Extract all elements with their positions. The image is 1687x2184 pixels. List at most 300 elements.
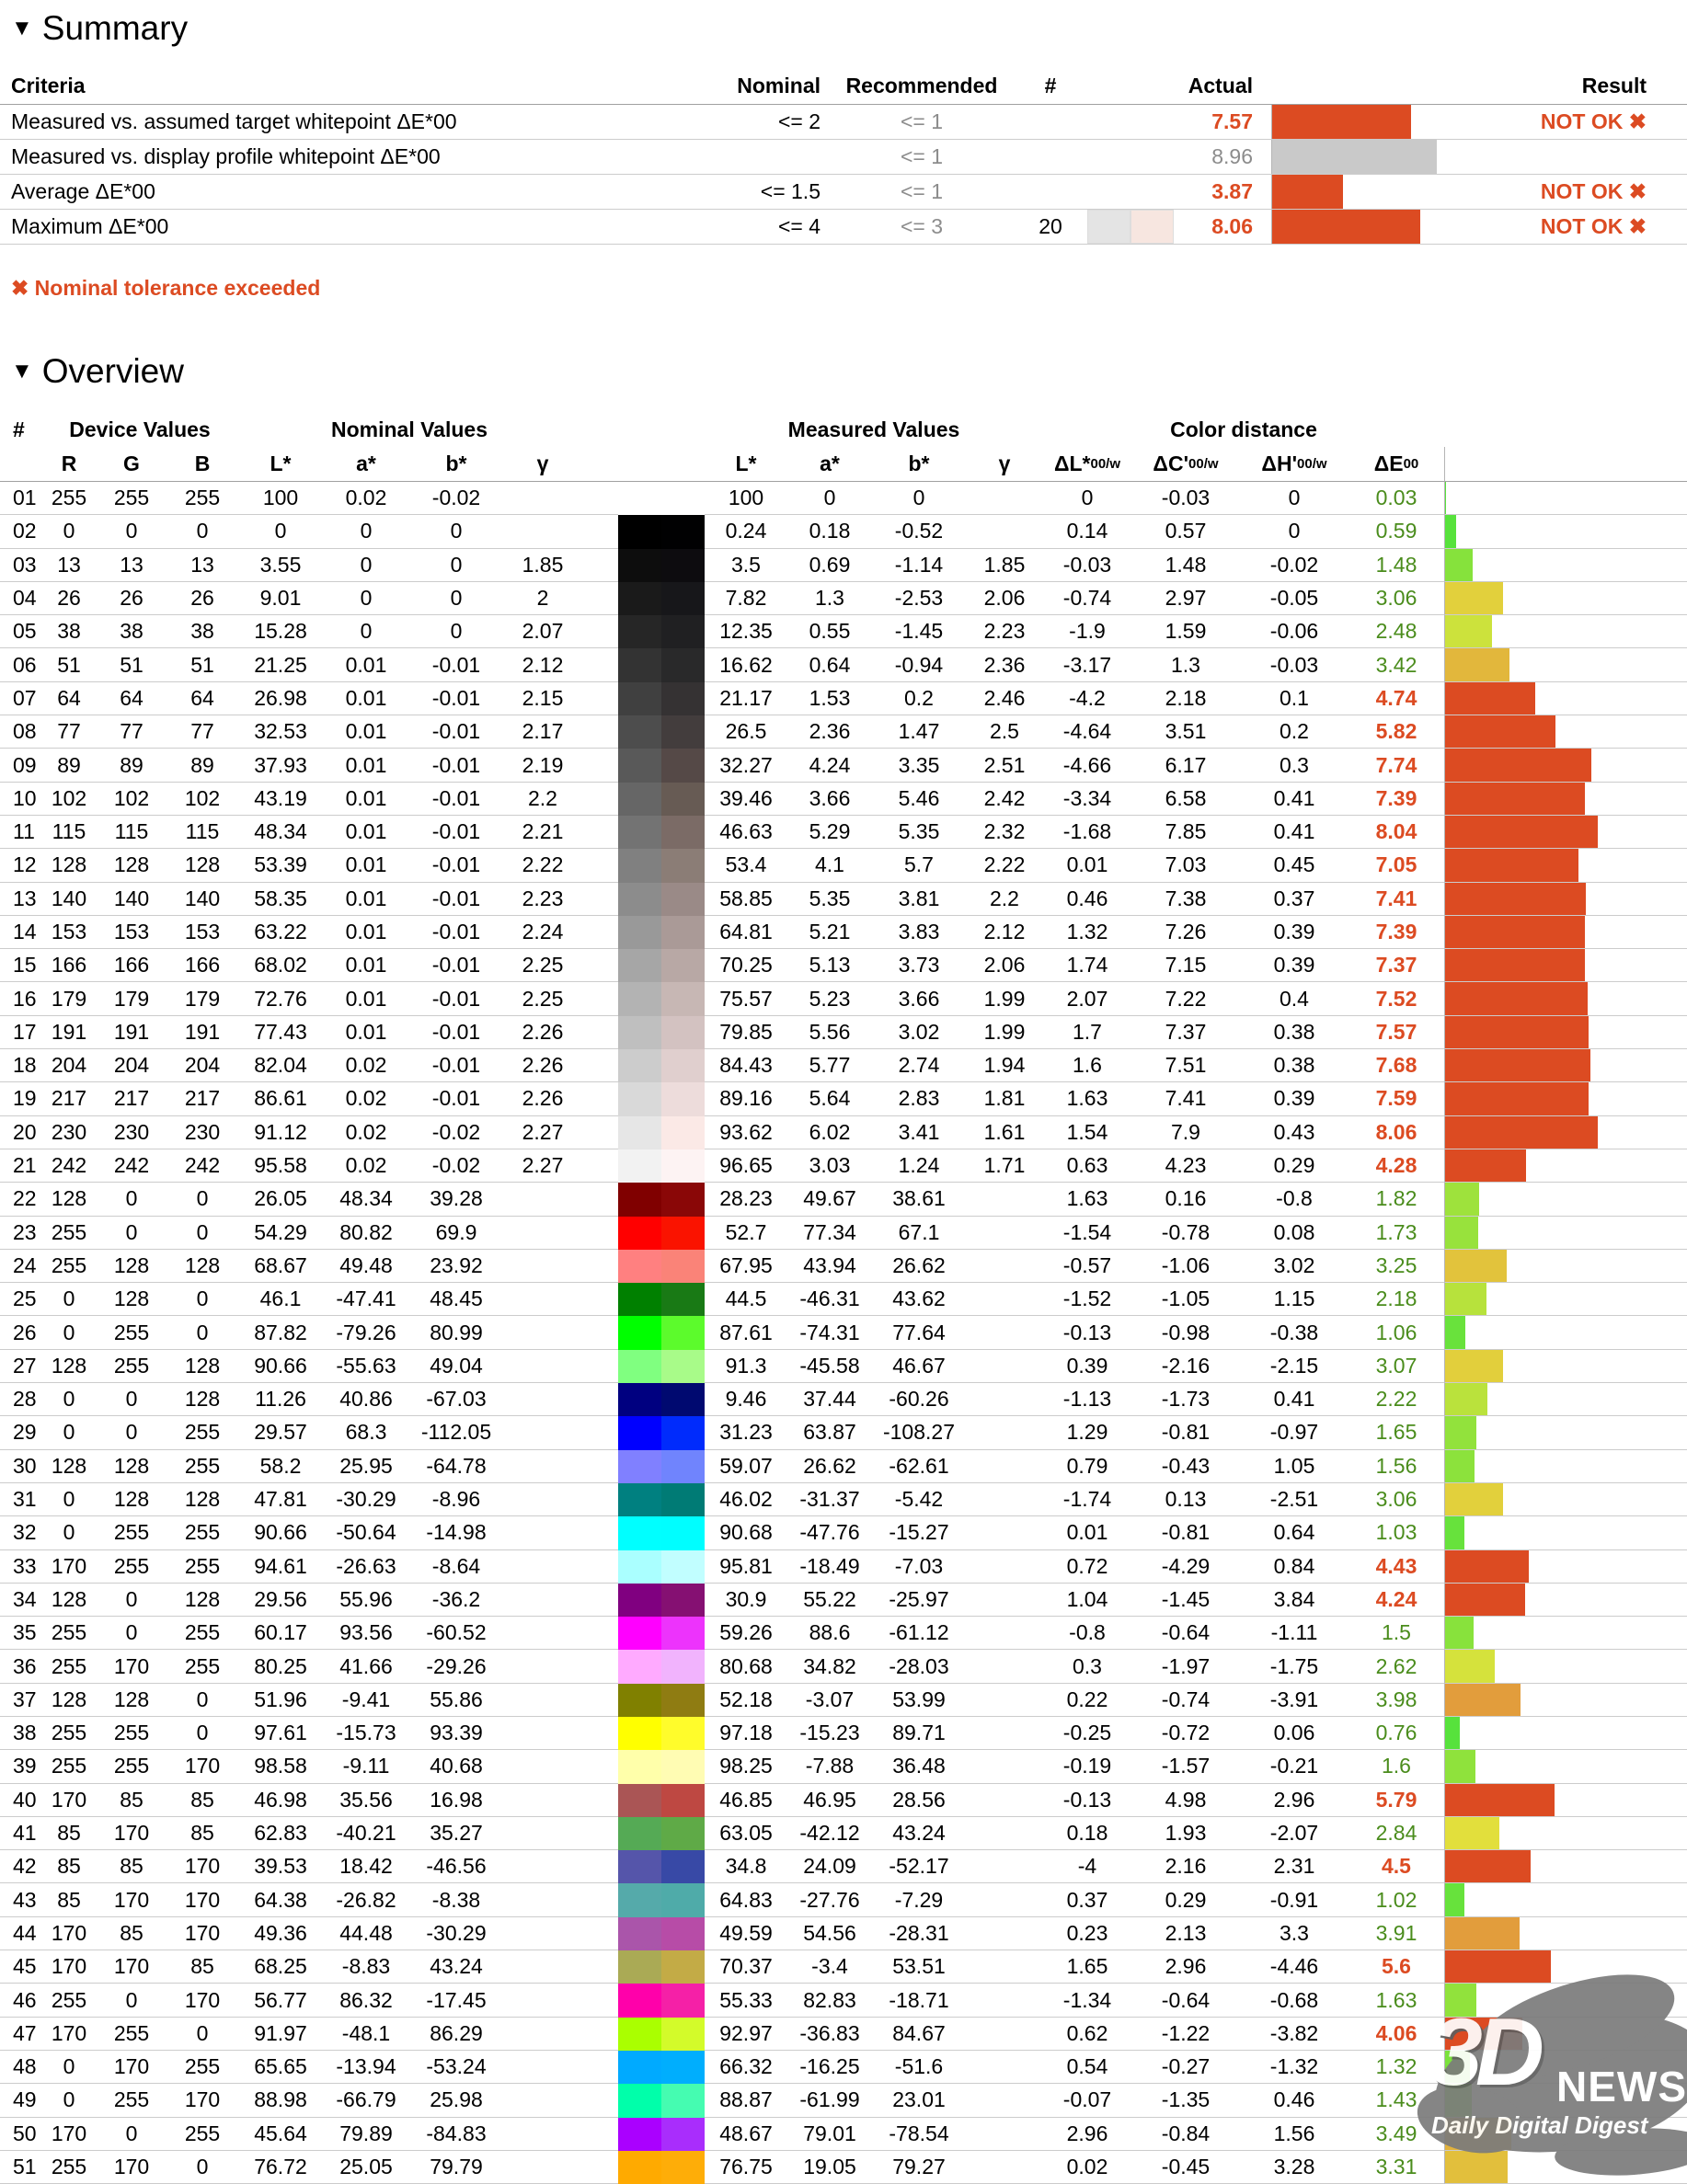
measured-swatch <box>661 615 705 648</box>
swatch-spacer <box>581 1016 618 1049</box>
color-swatch-pair <box>618 1650 705 1683</box>
device-b: 204 <box>167 1049 237 1082</box>
overview-group-bar-gap <box>1444 413 1687 447</box>
measured-lab-value: 7.82 <box>705 582 787 615</box>
distance-component-value: 0 <box>1240 515 1348 548</box>
measured-lab-value: 5.29 <box>787 816 872 849</box>
color-swatch-pair <box>618 515 705 548</box>
distance-component-value: 2.31 <box>1240 1850 1348 1883</box>
subheader-nominal-lab: b* <box>408 447 504 482</box>
distance-component-value: -0.03 <box>1043 549 1131 582</box>
nominal-lab-value: 0.01 <box>324 715 408 749</box>
swatch-spacer <box>581 1383 618 1416</box>
patch-index: 09 <box>0 749 42 782</box>
distance-component-value: 1.7 <box>1043 1016 1131 1049</box>
nominal-lab-value: 87.82 <box>237 1316 324 1349</box>
distance-component-value: 1.32 <box>1043 916 1131 949</box>
device-r: 128 <box>42 1350 96 1383</box>
measured-lab-value: -51.6 <box>872 2051 966 2084</box>
device-g: 140 <box>96 883 167 916</box>
measured-lab-value: 2.12 <box>966 916 1043 949</box>
device-b: 0 <box>167 1717 237 1750</box>
measured-swatch <box>661 1082 705 1115</box>
nominal-lab-value: 91.12 <box>237 1116 324 1149</box>
subheader-device-b: B <box>167 447 237 482</box>
nominal-swatch <box>618 2018 661 2051</box>
device-g: 77 <box>96 715 167 749</box>
patch-index: 30 <box>0 1450 42 1483</box>
site-watermark <box>1417 1977 1687 2170</box>
measured-lab-value: -7.88 <box>787 1750 872 1783</box>
measured-lab-value: 53.51 <box>872 1950 966 1984</box>
distance-component-value: -1.34 <box>1043 1984 1131 2017</box>
distance-component-value: 0.06 <box>1240 1717 1348 1750</box>
nominal-swatch <box>618 1450 661 1483</box>
patch-index: 39 <box>0 1750 42 1783</box>
summary-col-criteria: Criteria <box>11 74 86 97</box>
patch-index: 07 <box>0 682 42 715</box>
measured-lab-value: 1.94 <box>966 1049 1043 1082</box>
distance-component-value: 7.38 <box>1131 883 1240 916</box>
measured-lab-value: -25.97 <box>872 1584 966 1617</box>
nominal-lab-value: -0.01 <box>408 982 504 1015</box>
color-swatch-pair <box>618 1883 705 1916</box>
whitepoint-swatch-pair <box>1078 140 1179 174</box>
device-r: 0 <box>42 1283 96 1316</box>
nominal-lab-value: 55.96 <box>324 1584 408 1617</box>
measured-lab-value <box>966 1717 1043 1750</box>
delta-e-value: 1.48 <box>1348 549 1444 582</box>
device-g: 255 <box>96 1550 167 1584</box>
measured-lab-value: 6.02 <box>787 1116 872 1149</box>
swatch-spacer <box>581 1082 618 1115</box>
overview-row <box>0 582 1687 615</box>
delta-e-bar <box>1445 1917 1520 1950</box>
measured-lab-value: 89.71 <box>872 1717 966 1750</box>
actual-value: 7.57 <box>1211 109 1253 133</box>
measured-lab-value: -108.27 <box>872 1416 966 1449</box>
nominal-lab-value: -0.01 <box>408 682 504 715</box>
summary-header-row <box>0 68 1687 105</box>
swatch-spacer <box>581 1283 618 1316</box>
patch-index: 31 <box>0 1483 42 1516</box>
measured-lab-value: 43.62 <box>872 1283 966 1316</box>
measured-lab-value: 32.27 <box>705 749 787 782</box>
device-r: 128 <box>42 1584 96 1617</box>
distance-component-value: 0.18 <box>1043 1817 1131 1850</box>
subheader-swatch <box>618 447 705 482</box>
measured-lab-value <box>966 1316 1043 1349</box>
measured-lab-value: -7.03 <box>872 1550 966 1584</box>
delta-e-bar-cell <box>1444 1082 1687 1115</box>
distance-component-value: 1.65 <box>1043 1950 1131 1984</box>
swatch-spacer <box>581 1750 618 1783</box>
nominal-lab-value: -17.45 <box>408 1984 504 2017</box>
distance-component-value: 0.41 <box>1240 816 1348 849</box>
measured-lab-value: 96.65 <box>705 1149 787 1183</box>
color-swatch-pair <box>618 1116 705 1149</box>
measured-lab-value: 3.66 <box>872 982 966 1015</box>
nominal-swatch <box>618 982 661 1015</box>
distance-component-value: -0.02 <box>1240 549 1348 582</box>
patch-index: 18 <box>0 1049 42 1082</box>
color-swatch-pair <box>618 2051 705 2084</box>
swatch-spacer <box>581 2051 618 2084</box>
measured-lab-value: 66.32 <box>705 2051 787 2084</box>
measured-lab-value <box>966 2151 1043 2184</box>
measured-lab-value: 98.25 <box>705 1750 787 1783</box>
device-r: 0 <box>42 2051 96 2084</box>
delta-e-bar <box>1445 916 1585 948</box>
distance-component-value: 7.26 <box>1131 916 1240 949</box>
patch-index: 51 <box>0 2151 42 2184</box>
delta-e-bar <box>1445 549 1473 581</box>
distance-component-value: 0.39 <box>1240 949 1348 982</box>
measured-swatch <box>661 2084 705 2117</box>
measured-lab-value: 70.37 <box>705 1950 787 1984</box>
measured-lab-value: 70.25 <box>705 949 787 982</box>
device-b: 230 <box>167 1116 237 1149</box>
nominal-swatch <box>618 1116 661 1149</box>
distance-component-value: -1.9 <box>1043 615 1131 648</box>
overview-row <box>0 1550 1687 1584</box>
color-swatch-pair <box>618 783 705 816</box>
nominal-lab-value <box>504 482 581 515</box>
swatch-spacer <box>581 1850 618 1883</box>
measured-lab-value: 34.8 <box>705 1850 787 1883</box>
nominal-swatch <box>618 1850 661 1883</box>
delta-e-bar-cell <box>1444 482 1687 515</box>
swatch-spacer <box>581 1516 618 1549</box>
distance-component-value: 1.3 <box>1131 648 1240 681</box>
summary-row <box>0 105 1687 140</box>
measured-lab-value: 52.18 <box>705 1684 787 1717</box>
distance-component-value: -0.25 <box>1043 1717 1131 1750</box>
measured-lab-value: 79.01 <box>787 2118 872 2151</box>
device-r: 128 <box>42 849 96 882</box>
overview-section-toggle[interactable] <box>11 352 1687 391</box>
measured-lab-value: 21.17 <box>705 682 787 715</box>
distance-component-value: -0.38 <box>1240 1316 1348 1349</box>
nominal-lab-value: -8.38 <box>408 1883 504 1916</box>
color-swatch-pair <box>618 883 705 916</box>
distance-component-value: -4.2 <box>1043 682 1131 715</box>
distance-component-value: -2.51 <box>1240 1483 1348 1516</box>
device-g: 89 <box>96 749 167 782</box>
device-b: 85 <box>167 1817 237 1850</box>
delta-e-bar-cell <box>1444 1149 1687 1183</box>
swatch-spacer <box>581 2084 618 2117</box>
tolerance-footnote: ✖ Nominal tolerance exceeded <box>11 276 321 300</box>
nominal-swatch <box>618 648 661 681</box>
summary-row <box>0 140 1687 175</box>
delta-e-bar <box>1445 1717 1460 1749</box>
measured-lab-value: 1.81 <box>966 1082 1043 1115</box>
measured-lab-value: -16.25 <box>787 2051 872 2084</box>
measured-lab-value: 2.51 <box>966 749 1043 782</box>
distance-component-value: -0.43 <box>1131 1450 1240 1483</box>
measured-lab-value: 76.75 <box>705 2151 787 2184</box>
measured-lab-value: 36.48 <box>872 1750 966 1783</box>
measured-lab-value: 43.94 <box>787 1250 872 1283</box>
delta-e-bar-cell <box>1444 1516 1687 1549</box>
nominal-lab-value: 79.79 <box>408 2151 504 2184</box>
swatch-spacer <box>581 682 618 715</box>
device-b: 0 <box>167 1183 237 1216</box>
measured-lab-value: 55.22 <box>787 1584 872 1617</box>
measured-lab-value: 23.01 <box>872 2084 966 2117</box>
nominal-swatch <box>618 1550 661 1584</box>
measured-lab-value: 80.68 <box>705 1650 787 1683</box>
distance-component-value: -0.03 <box>1131 482 1240 515</box>
measured-lab-value: 77.64 <box>872 1316 966 1349</box>
nominal-lab-value <box>504 1817 581 1850</box>
measured-lab-value: 28.23 <box>705 1183 787 1216</box>
patch-index: 16 <box>0 982 42 1015</box>
nominal-lab-value: 49.04 <box>408 1350 504 1383</box>
overview-group-distance: Color distance <box>1170 417 1317 441</box>
delta-e-value: 1.56 <box>1348 1450 1444 1483</box>
nominal-lab-value: 68.25 <box>237 1950 324 1984</box>
delta-e-value: 3.25 <box>1348 1250 1444 1283</box>
nominal-swatch <box>618 783 661 816</box>
delta-e-value: 3.07 <box>1348 1350 1444 1383</box>
nominal-lab-value: 68.02 <box>237 949 324 982</box>
delta-e-bar <box>1445 1750 1475 1782</box>
measured-swatch <box>661 1383 705 1416</box>
device-g: 170 <box>96 2051 167 2084</box>
delta-e-bar <box>1445 1316 1465 1348</box>
patch-index: 12 <box>0 849 42 882</box>
delta-e-bar-cell <box>1444 1450 1687 1483</box>
nominal-lab-value: 48.34 <box>237 816 324 849</box>
overview-row <box>0 1149 1687 1183</box>
measured-swatch <box>661 1450 705 1483</box>
criteria-label: Measured vs. display profile whitepoint ΔE*00 <box>11 144 441 168</box>
color-swatch-pair <box>618 1784 705 1817</box>
measured-lab-value <box>966 1684 1043 1717</box>
swatch-spacer <box>581 1717 618 1750</box>
nominal-lab-value <box>504 1917 581 1950</box>
nominal-lab-value: 93.56 <box>324 1617 408 1650</box>
measured-lab-value: 28.56 <box>872 1784 966 1817</box>
nominal-lab-value: 2.25 <box>504 949 581 982</box>
delta-e-value: 1.6 <box>1348 1750 1444 1783</box>
patch-index: 22 <box>0 1183 42 1216</box>
color-swatch-pair <box>618 949 705 982</box>
measured-lab-value: -3.4 <box>787 1950 872 1984</box>
subheader-nominal-lab: a* <box>324 447 408 482</box>
device-b: 26 <box>167 582 237 615</box>
distance-component-value: -0.74 <box>1131 1684 1240 1717</box>
measured-lab-value: 30.9 <box>705 1584 787 1617</box>
distance-component-value: 1.74 <box>1043 949 1131 982</box>
distance-component-value: 0.39 <box>1240 1082 1348 1115</box>
nominal-lab-value: 0 <box>324 615 408 648</box>
device-r: 170 <box>42 1784 96 1817</box>
delta-e-value: 1.65 <box>1348 1416 1444 1449</box>
device-g: 255 <box>96 482 167 515</box>
device-b: 128 <box>167 1250 237 1283</box>
nominal-lab-value: 0.01 <box>324 982 408 1015</box>
device-r: 0 <box>42 1316 96 1349</box>
measured-lab-value: 2.32 <box>966 816 1043 849</box>
distance-component-value: -0.68 <box>1240 1984 1348 2017</box>
distance-component-value: -3.82 <box>1240 2018 1348 2051</box>
distance-component-value: -3.17 <box>1043 648 1131 681</box>
measured-lab-value: -1.14 <box>872 549 966 582</box>
device-b: 128 <box>167 1584 237 1617</box>
criteria-label: Maximum ΔE*00 <box>11 214 169 238</box>
measured-lab-value: 0.55 <box>787 615 872 648</box>
measured-lab-value: 26.62 <box>787 1450 872 1483</box>
delta-e-bar-cell <box>1444 1650 1687 1683</box>
nominal-lab-value: 48.45 <box>408 1283 504 1316</box>
nominal-lab-value: -9.41 <box>324 1684 408 1717</box>
device-b: 170 <box>167 2084 237 2117</box>
measured-lab-value: 4.1 <box>787 849 872 882</box>
measured-lab-value: 87.61 <box>705 1316 787 1349</box>
measured-lab-value <box>966 1917 1043 1950</box>
patch-index: 40 <box>0 1784 42 1817</box>
nominal-lab-value: 2.27 <box>504 1149 581 1183</box>
nominal-swatch <box>618 1584 661 1617</box>
overview-col-index: # <box>13 417 25 441</box>
delta-e-bar-cell <box>1444 749 1687 782</box>
distance-component-value: 0.13 <box>1131 1483 1240 1516</box>
distance-component-value: -0.64 <box>1131 1984 1240 2017</box>
measured-lab-value: 38.61 <box>872 1183 966 1216</box>
nominal-lab-value: 26.05 <box>237 1183 324 1216</box>
device-g: 128 <box>96 1483 167 1516</box>
delta-e-bar <box>1445 1149 1526 1182</box>
measured-swatch <box>661 1116 705 1149</box>
nominal-lab-value: 0 <box>324 549 408 582</box>
delta-e-bar-cell <box>1444 1049 1687 1082</box>
device-b: 128 <box>167 849 237 882</box>
swatch-spacer <box>581 515 618 548</box>
nominal-lab-value: 35.27 <box>408 1817 504 1850</box>
patch-index: 20 <box>0 1116 42 1149</box>
device-r: 85 <box>42 1817 96 1850</box>
nominal-lab-value: 40.86 <box>324 1383 408 1416</box>
nominal-lab-value: 2.07 <box>504 615 581 648</box>
distance-component-value: 2.96 <box>1131 1950 1240 1984</box>
nominal-lab-value: 0 <box>324 582 408 615</box>
device-r: 51 <box>42 648 96 681</box>
color-swatch-pair <box>618 1350 705 1383</box>
delta-e-value: 1.03 <box>1348 1516 1444 1549</box>
patch-index: 41 <box>0 1817 42 1850</box>
device-b: 115 <box>167 816 237 849</box>
device-r: 0 <box>42 515 96 548</box>
patch-index: 02 <box>0 515 42 548</box>
nominal-lab-value: 69.9 <box>408 1217 504 1250</box>
delta-e-bar-cell <box>1444 1283 1687 1316</box>
measured-lab-value: 5.23 <box>787 982 872 1015</box>
device-g: 0 <box>96 1416 167 1449</box>
nominal-lab-value: -30.29 <box>408 1917 504 1950</box>
measured-lab-value: -27.76 <box>787 1883 872 1916</box>
device-b: 255 <box>167 1516 237 1549</box>
overview-row <box>0 1383 1687 1416</box>
measured-lab-value: -62.61 <box>872 1450 966 1483</box>
device-g: 102 <box>96 783 167 816</box>
delta-e-bar-cell <box>1444 549 1687 582</box>
measured-lab-value: 91.3 <box>705 1350 787 1383</box>
device-g: 128 <box>96 1684 167 1717</box>
summary-section-toggle[interactable] <box>11 9 1687 48</box>
measured-lab-value <box>966 1617 1043 1650</box>
nominal-lab-value: -0.01 <box>408 916 504 949</box>
device-r: 255 <box>42 2151 96 2184</box>
device-g: 0 <box>96 1183 167 1216</box>
nominal-swatch <box>618 1617 661 1650</box>
swatch-spacer <box>581 1584 618 1617</box>
measured-lab-value <box>966 1750 1043 1783</box>
distance-component-value: 0.14 <box>1043 515 1131 548</box>
measured-swatch <box>661 549 705 582</box>
nominal-lab-value: 35.56 <box>324 1784 408 1817</box>
nominal-lab-value: 82.04 <box>237 1049 324 1082</box>
nominal-swatch <box>618 1283 661 1316</box>
device-r: 255 <box>42 482 96 515</box>
patch-index: 43 <box>0 1883 42 1916</box>
delta-e-value: 3.49 <box>1348 2118 1444 2151</box>
distance-component-value: -1.68 <box>1043 816 1131 849</box>
distance-component-value: -1.73 <box>1131 1383 1240 1416</box>
delta-e-bar-cell <box>1444 1717 1687 1750</box>
measured-swatch <box>661 2151 705 2184</box>
delta-e-bar <box>1445 1650 1495 1682</box>
distance-component-value: 0.72 <box>1043 1550 1131 1584</box>
overview-table <box>0 413 1687 2184</box>
measured-swatch <box>661 1950 705 1984</box>
color-swatch-pair <box>618 1283 705 1316</box>
overview-row <box>0 1450 1687 1483</box>
device-r: 230 <box>42 1116 96 1149</box>
measured-swatch <box>661 1316 705 1349</box>
patch-index: 32 <box>0 1516 42 1549</box>
subheader-measured-lab: L* <box>705 447 787 482</box>
measured-lab-value: 88.6 <box>787 1617 872 1650</box>
distance-component-value: 2.96 <box>1240 1784 1348 1817</box>
nominal-lab-value: -40.21 <box>324 1817 408 1850</box>
patch-index: 17 <box>0 1016 42 1049</box>
delta-e-bar <box>1445 1817 1499 1849</box>
distance-component-value: 0.3 <box>1043 1650 1131 1683</box>
nominal-lab-value: 0.01 <box>324 883 408 916</box>
color-swatch-pair <box>618 1917 705 1950</box>
nominal-lab-value: -26.63 <box>324 1550 408 1584</box>
device-g: 242 <box>96 1149 167 1183</box>
actual-value: 8.96 <box>1211 144 1253 168</box>
color-swatch-pair <box>618 2151 705 2184</box>
device-g: 85 <box>96 1850 167 1883</box>
actual-bar-cell <box>1271 105 1438 139</box>
nominal-lab-value <box>504 2118 581 2151</box>
nominal-swatch <box>618 1650 661 1683</box>
summary-col-result: Result <box>1581 74 1647 97</box>
delta-e-bar-cell <box>1444 1817 1687 1850</box>
measured-lab-value: 1.24 <box>872 1149 966 1183</box>
distance-component-value: 1.93 <box>1131 1817 1240 1850</box>
delta-e-bar-cell <box>1444 1883 1687 1916</box>
distance-component-value: 0.4 <box>1240 982 1348 1015</box>
measured-swatch <box>661 1817 705 1850</box>
delta-e-bar <box>1445 1250 1507 1282</box>
device-r: 170 <box>42 1917 96 1950</box>
